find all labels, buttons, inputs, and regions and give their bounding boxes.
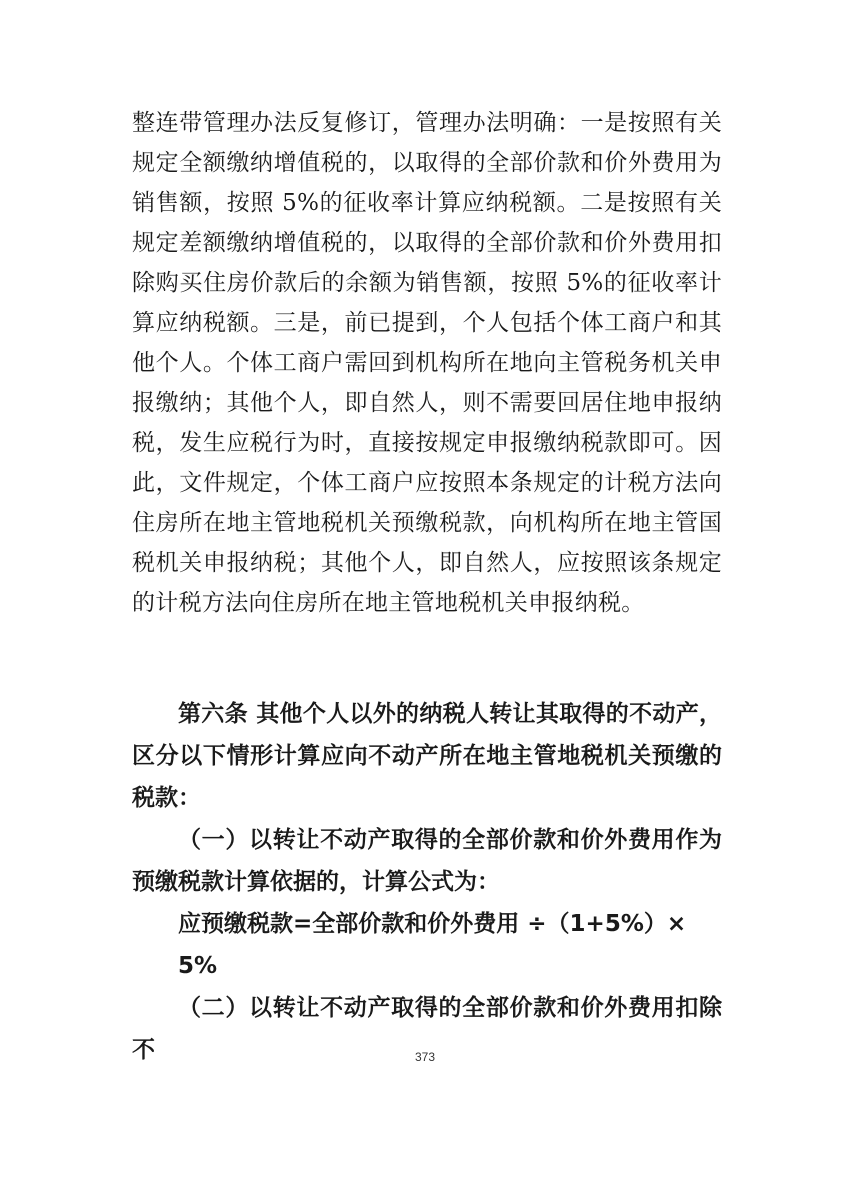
paragraph-gap	[132, 623, 722, 693]
formula-1: 应预缴税款=全部价款和价外费用 ÷（1+5%）× 5%	[178, 911, 687, 979]
clause-item-1: （一）以转让不动产取得的全部价款和价外费用作为预缴税款计算依据的，计算公式为：	[132, 827, 722, 895]
clause-item-2: （二）以转让不动产取得的全部价款和价外费用扣除不	[132, 995, 722, 1063]
article-6-heading: 第六条 其他个人以外的纳税人转让其取得的不动产，区分以下情形计算应向不动产所在地主管地税机关预缴的税款：	[132, 701, 722, 811]
body-paragraph: 整连带管理办法反复修订，管理办法明确：一是按照有关规定全额缴纳增值税的，以取得的全部价款和价外费用为销售额，按照 5%的征收率计算应纳税额。二是按照有关规定差额缴纳增值税的，以取得的全部价款和价外费用扣除购买住房价款后的余额为销售额，按照 5%的征收率计算应纳税额。三是，前已提到，个人包括个体工商户和其他个人。个体工商户需回到机构所在地向主管税务机关申报缴纳；其他个人，即自然人，则不需要回居住地申报纳税，发生应税行为时，直接按规定申报缴纳税款即可。因此，文件规定，个体工商户应按照本条规定的计税方法向住房所在地主管地税机关预缴税款，向机构所在地主管国税机关申报纳税；其他个人，即自然人，应按照该条规定的计税方法向住房所在地主管地税机关申报纳税。	[132, 110, 722, 616]
page-content	[132, 103, 722, 1071]
page-number: 373	[414, 1050, 436, 1064]
